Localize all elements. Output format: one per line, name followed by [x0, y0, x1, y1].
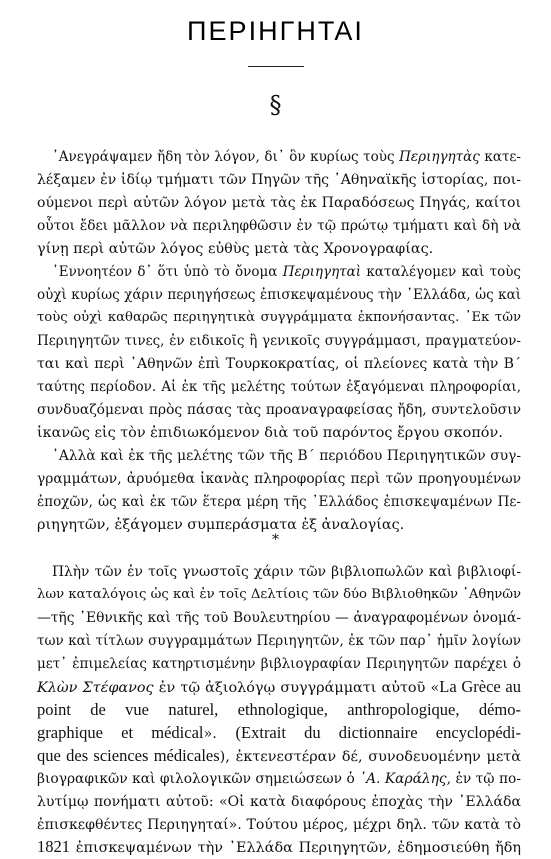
latin-title: La Grèce au: [439, 677, 522, 696]
paragraph-4-line-12: ἐπισκεφθέντες Περιηγηταί». Τούτου μέρος, μέχρι δηλ. τῶν κατὰ τὸ: [37, 817, 521, 833]
year-number: 1821: [37, 837, 70, 856]
title-divider: [248, 66, 304, 67]
paragraph-4-line-9: [37, 745, 521, 767]
latin-title: graphique et médical: [37, 723, 204, 742]
paragraph-2-line-6: ταύτης περίοδον. Αἱ ἐκ τῆς μελέτης τούτων ἐξαγόμεναι πληροφορίαι,: [37, 379, 521, 395]
paragraph-4-line-10: [37, 768, 521, 790]
paragraph-2-line-2: οὐχὶ κυρίως χάριν περιηγήσεως ἐπισκεψαμένους τὴν ᾿Ελλάδα, ὡς καὶ: [37, 287, 521, 303]
text-span: , ἐν τῷ πο-: [446, 771, 521, 787]
author-name: Κλὼν Στέφανος: [37, 680, 154, 696]
text-span: καταλέγομεν καὶ τοὺς: [361, 264, 521, 280]
italic-term: Περιηγηταὶ: [282, 264, 362, 280]
text-span: ᾿Ανεγράψαμεν ἤδη τὸν λόγον, δι᾿ ὃν κυρίως τοὺς: [52, 149, 400, 165]
paragraph-4-line-3: —τῆς ᾿Εθνικῆς καὶ τῆς τοῦ Βουλευτηρίου — ἀναγραφομένων ὀνομά-: [37, 610, 521, 626]
page-title: ΠΕΡΙΗΓΗΤΑΙ: [187, 16, 364, 46]
paragraph-1-line-4: οὗτοι ἔδει μᾶλλον νὰ περιληφθῶσιν ἐν τῷ πρώτῳ τμήματι καὶ δὴ νὰ: [37, 218, 521, 234]
text-span: βιογραφικῶν καὶ φιλολογικῶν σημειώσεων ὁ: [37, 771, 360, 787]
asterisk-separator: *: [272, 532, 279, 548]
paragraph-4-line-1: Πλὴν τῶν ἐν τοῖς γνωστοῖς χάριν τῶν βιβλιοπωλῶν καὶ βιβλιοφί-: [52, 564, 521, 580]
paragraph-1-line-2: λέξαμεν ἐν ἰδίῳ τμήματι τῶν Πηγῶν τῆς ᾿Αθηναϊκῆς ἱστορίας, ποι-: [37, 172, 521, 188]
paragraph-3-line-4: ριηγητῶν, ἐξάγομεν συμπεράσματα ἐξ ἀναλογίας.: [37, 517, 405, 533]
paragraph-4-line-11: λυτίμῳ πονήματι αὐτοῦ: «Οἱ κατὰ διαφόρους ἐποχὰς τὴν ᾿Ελλάδα: [37, 794, 521, 810]
paragraph-1-line-1: [52, 146, 521, 168]
paragraph-4-line-4: των καὶ τίτλων συγγραμμάτων Περιηγητῶν, ἐκ τῶν παρ᾿ ἡμῖν λογίων: [37, 633, 521, 649]
italic-term: Περιηγητὰς: [399, 149, 480, 165]
paragraph-2-line-7: συνδυαζόμεναι πρὸς πάσας τὰς προαναγραφείσας ἤδη, συντελοῦσιν: [37, 402, 521, 418]
paragraph-2-line-5: ται καὶ περὶ ᾿Αθηνῶν ἐπὶ Τουρκοκρατίας, οἱ πλείονες κατὰ τὴν Β´: [37, 356, 521, 372]
paragraph-3-line-2: γραμμάτων, ἀρυόμεθα ἱκανὰς πληροφορίας περὶ τῶν προηγουμένων: [37, 471, 521, 487]
text-span: κατε-: [479, 149, 521, 165]
paragraph-2-line-8: ἱκανῶς εἰς τὸν ἐπιδιωκόμενον διὰ τοῦ παρόντος ἔργου σκοπόν.: [37, 425, 503, 441]
text-span: ), ἐκτενεστέραν δέ, συνοδευομένην μετὰ: [219, 749, 521, 765]
paragraph-4-line-5: μετ᾿ ἐπιμελείας κατηρτισμένην βιβλιογραφίαν Περιηγητῶν παρέχει ὁ: [37, 656, 521, 672]
paragraph-1-line-3: ούμενοι περὶ αὐτῶν λόγον μετὰ τὰς ἐκ Παραδόσεως Πηγάς, καίτοι: [37, 195, 521, 211]
paragraph-4-line-8: [37, 722, 521, 744]
paragraph-4-line-6: [37, 676, 521, 698]
text-span: ᾿Εννοητέον δ᾿ ὅτι ὑπὸ τὸ ὄνομα: [52, 264, 283, 280]
paragraph-4-line-13: [37, 836, 521, 858]
author-name: ᾿Α. Καράλης: [359, 771, 447, 787]
text-span: ἐπισκεψαμένων τὴν ᾿Ελλάδα Περιηγητῶν, ἐδημοσιεύθη ἤδη: [70, 840, 521, 856]
latin-title: que des sciences médicales: [37, 746, 220, 765]
latin-title: (Extrait du dictionnaire encyclopédi-: [235, 723, 522, 742]
paragraph-2-line-3: τοὺς οὐχὶ καθαρῶς περιηγητικὰ συγγράμματα ἐκπονήσαντας. ᾿Εκ τῶν: [37, 310, 521, 325]
paragraph-1-line-5: γίνῃ περὶ αὐτῶν λόγος εὐθὺς μετὰ τὰς Χρονογραφίας.: [37, 241, 434, 257]
paragraph-2-line-4: Περιηγητῶν τινες, ἐν ειδικοῖς ἢ γενικοῖς συγγράμμασι, πραγματεύον-: [37, 333, 521, 349]
paragraph-4-line-2: λων καταλόγοις ὡς καὶ ἐν τοῖς Δελτίοις τῶν δύο Βιβλιοθηκῶν ᾿Αθηνῶν: [37, 587, 521, 602]
section-mark: §: [269, 91, 282, 119]
text-span: ».: [203, 726, 236, 742]
paragraph-2-line-1: [52, 261, 521, 283]
paragraph-3-line-3: ἐποχῶν, ὡς καὶ ἐκ τῶν ἕτερα μέρη τῆς ᾿Ελλάδος ἐπισκεψαμένων Πε-: [37, 494, 521, 510]
paragraph-4-line-7: point de vue naturel, ethnologique, anthropologique, démo-: [37, 700, 521, 719]
paragraph-3-line-1: ᾿Αλλὰ καὶ ἐκ τῆς μελέτης τῶν τῆς Β´ περιόδου Περιηγητικῶν συγ-: [52, 448, 521, 464]
text-span: ἐν τῷ ἀξιολόγῳ συγγράμματι αὐτοῦ «: [153, 680, 440, 696]
